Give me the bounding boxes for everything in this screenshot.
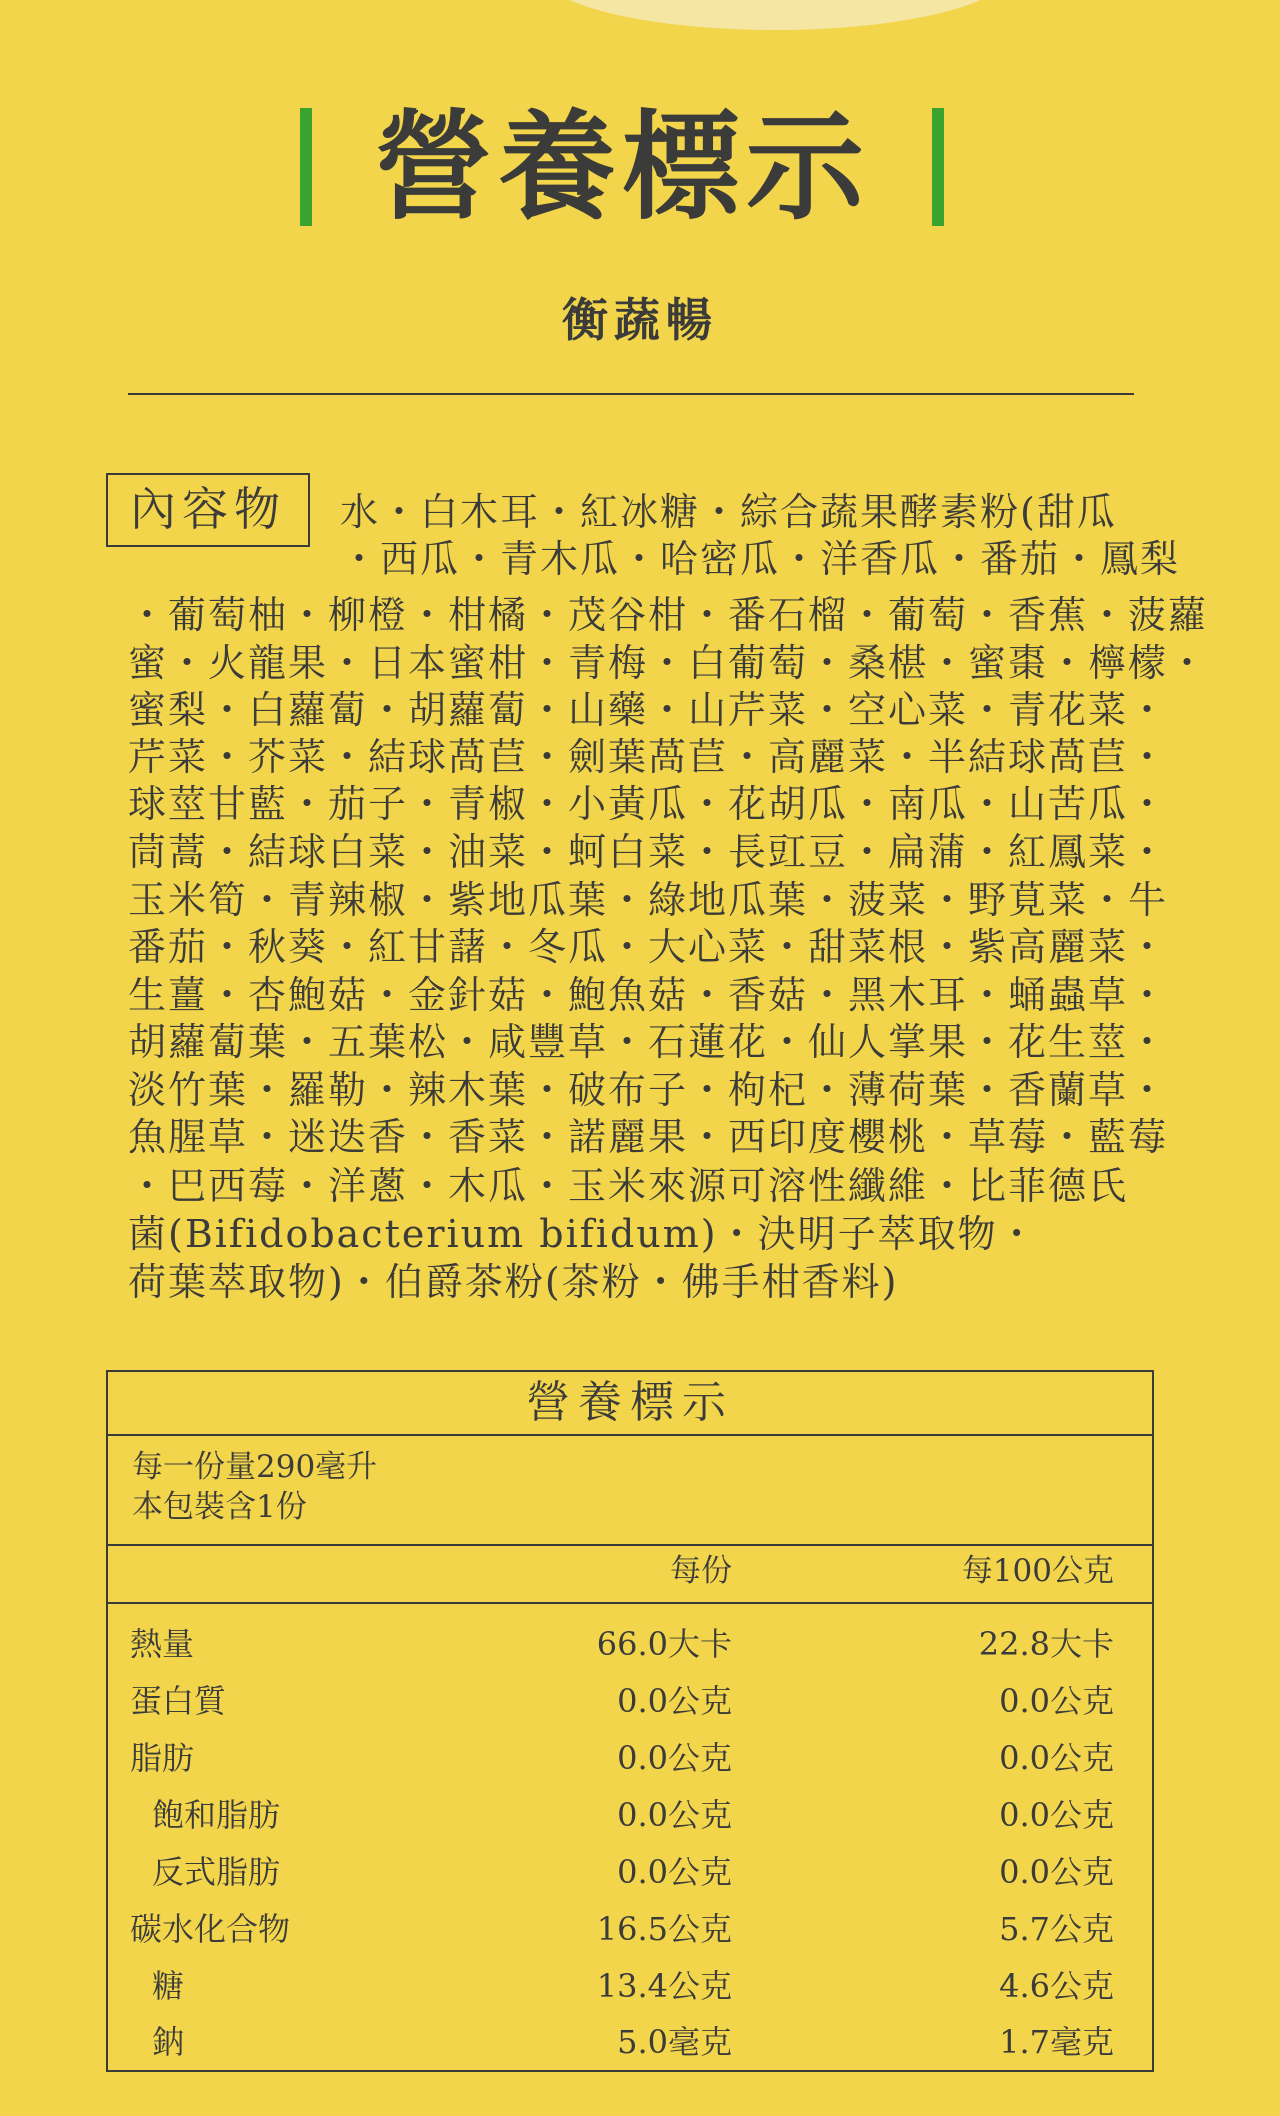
value-per-100g: 0.0公克 xyxy=(999,1739,1114,1777)
title-accent-bar-left xyxy=(300,108,312,226)
value-per-100g: 0.0公克 xyxy=(999,1682,1114,1720)
nutrient-name: 反式脂肪 xyxy=(152,1853,281,1891)
ingredient-line: 蜜・火龍果・日本蜜柑・青梅・白葡萄・桑椹・蜜棗・檸檬・ xyxy=(128,641,1209,685)
table-divider xyxy=(108,1434,1152,1436)
ingredient-line: 水・白木耳・紅冰糖・綜合蔬果酵素粉(甜瓜 xyxy=(340,490,1117,534)
column-header-per-serving: 每份 xyxy=(670,1553,732,1589)
page-title: 營養標示 xyxy=(373,97,870,236)
nutrient-name: 飽和脂肪 xyxy=(152,1796,281,1834)
ingredients-label: 內容物 xyxy=(106,473,310,547)
ingredient-line: 魚腥草・迷迭香・香菜・諾麗果・西印度櫻桃・草莓・藍莓 xyxy=(128,1115,1169,1159)
value-per-serving: 66.0大卡 xyxy=(596,1625,732,1663)
column-header-per-100g: 每100公克 xyxy=(961,1553,1114,1589)
ingredient-line: ・西瓜・青木瓜・哈密瓜・洋香瓜・番茄・鳳梨 xyxy=(340,537,1181,581)
ingredient-line: ・巴西莓・洋蔥・木瓜・玉米來源可溶性纖維・比菲德氏 xyxy=(128,1164,1129,1208)
table-row xyxy=(108,1901,1152,1957)
value-per-100g: 0.0公克 xyxy=(999,1796,1114,1834)
nutrient-name: 鈉 xyxy=(152,2023,185,2061)
nutrition-table-title: 營養標示 xyxy=(526,1377,734,1428)
table-row xyxy=(108,1958,1152,2014)
value-per-serving: 13.4公克 xyxy=(596,1967,732,2005)
value-per-serving: 16.5公克 xyxy=(596,1910,732,1948)
nutrient-name: 熱量 xyxy=(130,1625,195,1663)
table-row xyxy=(108,1616,1152,1672)
nutrient-name: 脂肪 xyxy=(130,1739,195,1777)
nutrition-table xyxy=(106,1370,1154,2072)
ingredient-line: ・葡萄柚・柳橙・柑橘・茂谷柑・番石榴・葡萄・香蕉・菠蘿 xyxy=(128,593,1209,637)
nutrient-name: 糖 xyxy=(152,1967,185,2005)
value-per-serving: 0.0公克 xyxy=(617,1796,732,1834)
value-per-serving: 0.0公克 xyxy=(617,1739,732,1777)
ingredient-line: 生薑・杏鮑菇・金針菇・鮑魚菇・香菇・黑木耳・蛹蟲草・ xyxy=(128,973,1169,1017)
ingredient-line: 茼蒿・結球白菜・油菜・蚵白菜・長豇豆・扁蒲・紅鳳菜・ xyxy=(128,830,1169,874)
value-per-100g: 4.6公克 xyxy=(999,1967,1114,2005)
value-per-100g: 0.0公克 xyxy=(999,1853,1114,1891)
title-accent-bar-right xyxy=(932,108,944,226)
value-per-serving: 5.0毫克 xyxy=(617,2023,732,2061)
ingredient-line: 芹菜・芥菜・結球萵苣・劍葉萵苣・高麗菜・半結球萵苣・ xyxy=(128,735,1169,779)
value-per-100g: 1.7毫克 xyxy=(999,2023,1114,2061)
ingredient-line: 淡竹葉・羅勒・辣木葉・破布子・枸杞・薄荷葉・香蘭草・ xyxy=(128,1068,1169,1112)
ingredient-line: 番茄・秋葵・紅甘藷・冬瓜・大心菜・甜菜根・紫高麗菜・ xyxy=(128,925,1169,969)
nutrient-name: 碳水化合物 xyxy=(130,1910,291,1948)
table-row xyxy=(108,1730,1152,1786)
table-row xyxy=(108,1787,1152,1843)
table-row xyxy=(108,1844,1152,1900)
value-per-serving: 0.0公克 xyxy=(617,1853,732,1891)
table-row xyxy=(108,2014,1152,2070)
value-per-serving: 0.0公克 xyxy=(617,1682,732,1720)
top-decorative-shape xyxy=(540,0,1010,30)
nutrient-name: 蛋白質 xyxy=(130,1682,227,1720)
ingredient-line: 荷葉萃取物)・伯爵茶粉(茶粉・佛手柑香料) xyxy=(128,1260,899,1304)
product-name: 衡蔬暢 xyxy=(562,293,718,347)
value-per-100g: 22.8大卡 xyxy=(978,1625,1114,1663)
table-divider xyxy=(108,1544,1152,1546)
table-divider xyxy=(108,1602,1152,1604)
ingredient-line: 胡蘿蔔葉・五葉松・咸豐草・石蓮花・仙人掌果・花生莖・ xyxy=(128,1020,1169,1064)
table-row xyxy=(108,1673,1152,1729)
ingredient-line: 玉米筍・青辣椒・紫地瓜葉・綠地瓜葉・菠菜・野莧菜・牛 xyxy=(128,878,1169,922)
title-block xyxy=(0,97,1280,236)
ingredient-line: 蜜梨・白蘿蔔・胡蘿蔔・山藥・山芹菜・空心菜・青花菜・ xyxy=(128,688,1169,732)
ingredient-line: 菌(Bifidobacterium bifidum)・決明子萃取物・ xyxy=(128,1212,1038,1256)
serving-size: 每一份量290毫升 xyxy=(132,1449,378,1485)
servings-per-package: 本包裝含1份 xyxy=(132,1489,307,1525)
value-per-100g: 5.7公克 xyxy=(999,1910,1114,1948)
ingredient-line: 球莖甘藍・茄子・青椒・小黃瓜・花胡瓜・南瓜・山苦瓜・ xyxy=(128,782,1169,826)
divider xyxy=(128,393,1134,395)
